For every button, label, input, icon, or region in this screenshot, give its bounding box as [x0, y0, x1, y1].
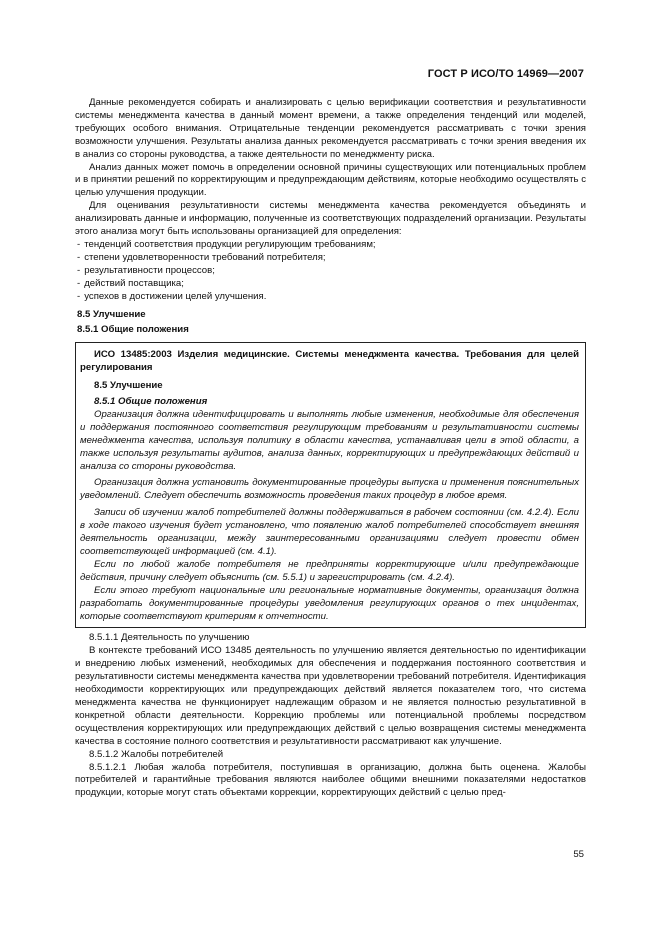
subsection-8512-heading: 8.5.1.2 Жалобы потребителей — [89, 748, 224, 760]
subsection-heading: 8.5.1 Общие положения — [77, 324, 189, 336]
paragraph-85121: 8.5.1.2.1 Любая жалоба потребителя, поступившая в организацию, должна быть оценена. Жалобы потребителей и гарантийные требования являются наиболее общими внешними показателями недостатков продукции, которые могут стать объектами коррекции, корректирующих действий с целью пред- — [75, 761, 586, 799]
bullet-item: - результативности процессов; — [77, 264, 215, 276]
box-title: ИСО 13485:2003 Изделия медицинские. Системы менеджмента качества. Требования для целей регулирования — [80, 349, 579, 374]
intro-paragraph-3: Для оценивания результативности системы менеджмента качества рекомендуется объединять и анализировать данные и информацию, полученные из соответствующих подразделений организации. Результаты этого анализа могут быть использованы организацией для определения: — [75, 200, 586, 238]
intro-paragraph-2: Анализ данных может помочь в определении основной причины существующих или потенциальных проблем и в принятии решений по корректирующим и предупреждающим действиям, которые необходимо осуществлять с целью улучшения продукции. — [75, 161, 586, 199]
box-paragraph: Если по любой жалобе потребителя не предприняты корректирующие и/или предупреждающие действия, причину следует объяснить (см. 5.5.1) и зарегистрировать (см. 4.2.4). — [80, 558, 579, 583]
subsection-8511-heading: 8.5.1.1 Деятельность по улучшению — [89, 632, 250, 644]
bullet-item: - действий поставщика; — [77, 277, 184, 289]
standard-quote-box — [75, 342, 586, 628]
bullet-item: - успехов в достижении целей улучшения. — [77, 290, 267, 302]
document-header: ГОСТ Р ИСО/ТО 14969—2007 — [427, 68, 584, 80]
paragraph-8511: В контексте требований ИСО 13485 деятельность по улучшению является деятельностью по идентификации и внедрению любых изменений, необходимых для обеспечения и поддержания постоянного соответствия и результативности системы менеджмента качества при удовлетворении требований потребителя. Идентификация необходимости корректирующих или предупреждающих действий является показателем того, что система менеджмента качества не функционирует надлежащим образом и не является полностью результативной в конкретной области деятельности. Коррекцию проблемы или потенциальной проблемы посредством осуществления корректирующих или предупреждающих действий с целью возвращения системы менеджмента качества в состояние полного соответствия и результативности рассматривают как улучшение. — [75, 645, 586, 747]
box-paragraph: Записи об изучении жалоб потребителей должны поддерживаться в рабочем состоянии (см. 4.2.4). Если в ходе такого изучения будет установлено, что появлению жалоб потребителей способствует внешняя деятельность организации, между заинтересованными организациями следует провести обмен соответствующей информацией (см. 4.1). — [80, 507, 579, 557]
box-paragraph: Организация должна идентифицировать и выполнять любые изменения, необходимые для обеспечения и поддержания постоянного соответствия регулирующим требованиям и результативности системы менеджмента качества, используя политику в области качества, устанавливая цели в этой области, а также используя результаты аудитов, анализа данных, корректирующих и предупреждающих действий и анализа со стороны руководства. — [80, 408, 579, 472]
bullet-item: - тенденций соответствия продукции регулирующим требованиям; — [77, 238, 376, 250]
page-number: 55 — [573, 849, 584, 860]
page-content — [75, 97, 586, 800]
box-heading: 8.5 Улучшение — [94, 380, 163, 392]
box-subheading: 8.5.1 Общие положения — [94, 396, 208, 408]
intro-paragraph-1: Данные рекомендуется собирать и анализировать с целью верификации соответствия и результативности системы менеджмента качества в данный момент времени, а также определения тенденций или моделей, требующих особого внимания. Отрицательные тенденции рекомендуется рассматривать с точки зрения возможности улучшения. Результаты анализа данных рекомендуется рассматривать с точки зрения введения их в анализ со стороны руководства, а также деятельности по менеджменту риска. — [75, 97, 586, 160]
bullet-item: - степени удовлетворенности требований потребителя; — [77, 251, 326, 263]
box-paragraph: Организация должна установить документированные процедуры выпуска и применения пояснительных уведомлений. Следует обеспечить возможность проведения таких процедур в любое время. — [80, 477, 579, 502]
section-heading: 8.5 Улучшение — [77, 308, 146, 320]
box-paragraph: Если этого требуют национальные или региональные нормативные документы, организация должна разработать документированные процедуры уведомления регулирующих органов о тех инцидентах, которые соответствуют критериям к отчетности. — [80, 584, 579, 622]
